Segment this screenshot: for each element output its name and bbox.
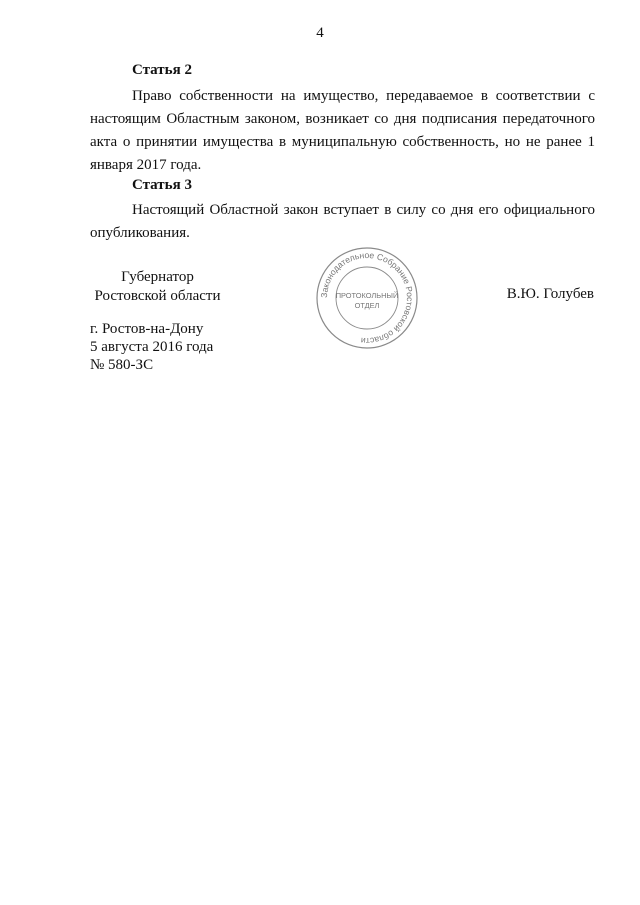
place-city: г. Ростов-на-Дону [90, 321, 204, 337]
signer-title-line2: Ростовской области [94, 288, 221, 304]
article-3-heading: Статья 3 [132, 177, 192, 193]
stamp-ring-text: Законодательное Собрание Ростовской области [318, 249, 416, 347]
signer-name: В.Ю. Голубев [506, 286, 594, 302]
place-date-number [90, 320, 213, 374]
page-number: 4 [316, 25, 324, 41]
signer-title [90, 268, 225, 306]
stamp-center-line2: ОТДЕЛ [354, 301, 380, 310]
signer-title-line1: Губернатор [121, 269, 194, 285]
article-2-heading: Статья 2 [132, 62, 192, 78]
article-3-text: Настоящий Областной закон вступает в силу со дня его официального опубликования. [90, 202, 595, 241]
law-number: № 580-ЗС [90, 357, 154, 373]
official-stamp [315, 246, 419, 350]
article-2-text: Право собственности на имущество, передаваемое в соответствии с настоящим Областным законом, возникает со дня подписания передаточного акта о принятии имущества в муниципальную собственность, но не ранее 1 января 2017 года. [90, 88, 595, 173]
stamp-center-line1: ПРОТОКОЛЬНЫЙ [335, 291, 399, 300]
place-date: 5 августа 2016 года [90, 339, 214, 355]
